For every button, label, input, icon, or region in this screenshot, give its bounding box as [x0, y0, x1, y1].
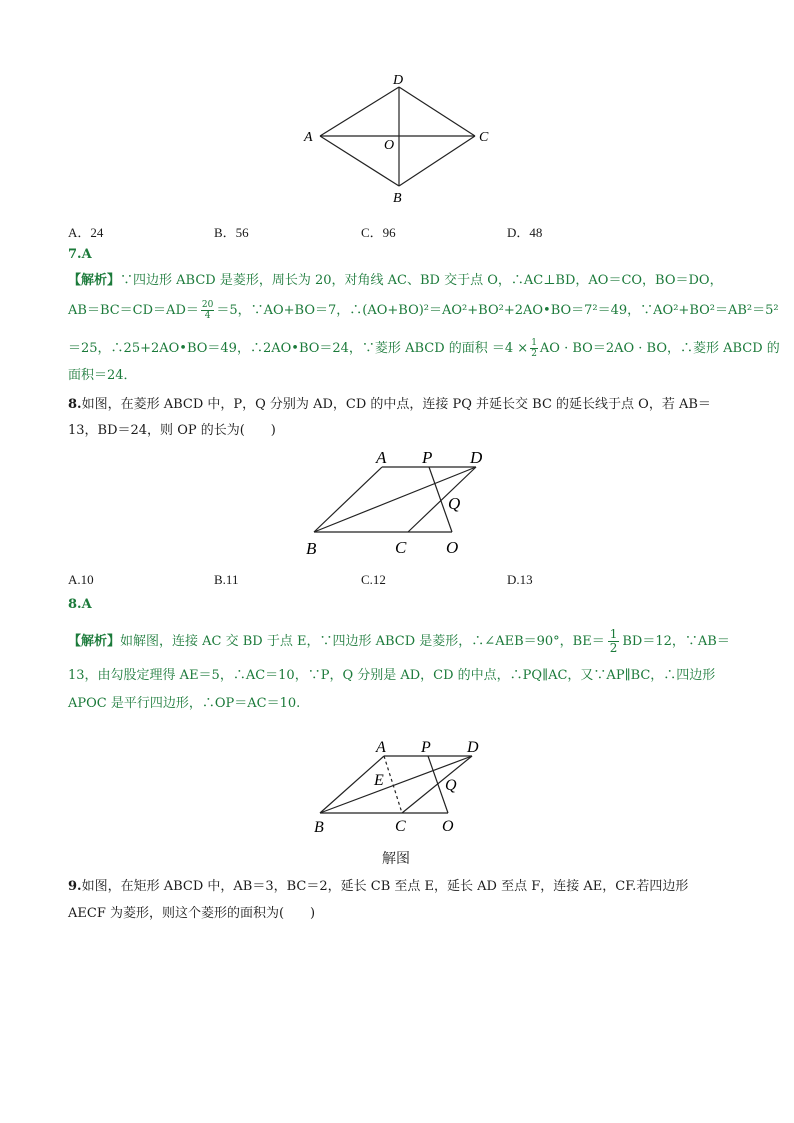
label-E: E — [374, 772, 384, 789]
label-A: A — [376, 448, 387, 467]
rhombus-figure-1 — [298, 66, 498, 206]
label-B: B — [306, 539, 317, 558]
q8-option-a: A.10 — [68, 572, 94, 587]
figure-caption: 解图 — [382, 851, 410, 867]
solution-7-line-2: AB＝BC＝CD＝AD＝ $\frac{20}{4}$ ＝5，∵AO+BO＝7，∴(AO+BO)²＝AO²+BO²+2AO•BO＝7²＝49，∵AO²+BO²＝AB²＝5² — [68, 300, 779, 321]
q8-option-b: B.11 — [214, 572, 239, 587]
solution-8-line-2: 13，由勾股定理得 AE＝5，∴AC＝10，∵P，Q 分别是 AD，CD 的中点，∴PQ∥AC，又∵AP∥BC，∴四边形 — [68, 668, 716, 683]
label-D: D — [393, 73, 404, 88]
q7-option-d: D．48 — [507, 225, 543, 240]
label-O: O — [384, 138, 395, 153]
label-D: D — [470, 448, 483, 467]
q7-option-a: A．24 — [68, 225, 104, 240]
label-P: P — [421, 739, 431, 756]
fraction-20-over-4: $\frac{20}{4}$ — [201, 300, 214, 321]
label-Q: Q — [448, 494, 461, 513]
solution-figure — [308, 732, 498, 842]
question-9-line-2: AECF 为菱形，则这个菱形的面积为( ) — [68, 906, 316, 921]
fraction-one-half: $\frac{1}{2}$ — [609, 627, 618, 655]
solution-7-line-4: 面积＝24． — [68, 368, 137, 383]
label-C: C — [395, 818, 406, 835]
label-B: B — [393, 191, 402, 206]
fraction-one-half: $\frac{1}{2}$ — [531, 338, 537, 359]
answer-7: 7.A — [68, 247, 92, 262]
q8-option-d: D.13 — [507, 572, 533, 587]
solution-7-line-3: ＝25，∴25+2AO•BO＝49，∴2AO•BO＝24，∵菱形 ABCD 的面积 ＝4 × $\frac{1}{2}$ AO · BO＝2AO · BO，∴菱形 ABCD 的 — [68, 338, 780, 359]
q7-option-b: B．56 — [214, 225, 249, 240]
question-8-line-2: 13，BD＝24，则 OP 的长为( ) — [68, 423, 276, 438]
label-P: P — [422, 448, 433, 467]
label-O: O — [446, 538, 459, 557]
answer-8: 8.A — [68, 597, 92, 612]
rhombus-figure-2 — [300, 443, 500, 563]
q8-option-c: C.12 — [361, 572, 386, 587]
solution-8-line-3: APOC 是平行四边形，∴OP＝AC＝10. — [68, 696, 301, 711]
label-B: B — [314, 819, 324, 836]
label-O: O — [442, 818, 454, 835]
solution-tag: 【解析】 — [68, 634, 121, 649]
label-Q: Q — [445, 777, 457, 794]
solution-8-line-1: 【解析】如解图，连接 AC 交 BD 于点 E，∵四边形 ABCD 是菱形，∴∠AEB＝90°，BE＝ $\frac{1}{2} BD=12$，∵AB＝ — [68, 627, 730, 655]
label-A: A — [376, 739, 386, 756]
q7-option-c: C．96 — [361, 225, 396, 240]
label-A: A — [304, 130, 313, 145]
label-C: C — [479, 130, 489, 145]
question-9-line-1: 9.如图，在矩形 ABCD 中，AB＝3，BC＝2，延长 CB 至点 E，延长 AD 至点 F，连接 AE，CF.若四边形 — [68, 879, 689, 894]
question-8-line-1: 8.如图，在菱形 ABCD 中，P，Q 分别为 AD，CD 的中点，连接 PQ 并延长交 BC 的延长线于点 O，若 AB＝ — [68, 397, 711, 412]
label-D: D — [467, 739, 479, 756]
label-C: C — [395, 538, 407, 557]
solution-7-line-1: 【解析】∵四边形 ABCD 是菱形，周长为 20，对角线 AC、BD 交于点 O，∴AC⊥BD，AO＝CO，BO＝DO， — [68, 273, 723, 288]
solution-tag: 【解析】 — [68, 273, 121, 288]
